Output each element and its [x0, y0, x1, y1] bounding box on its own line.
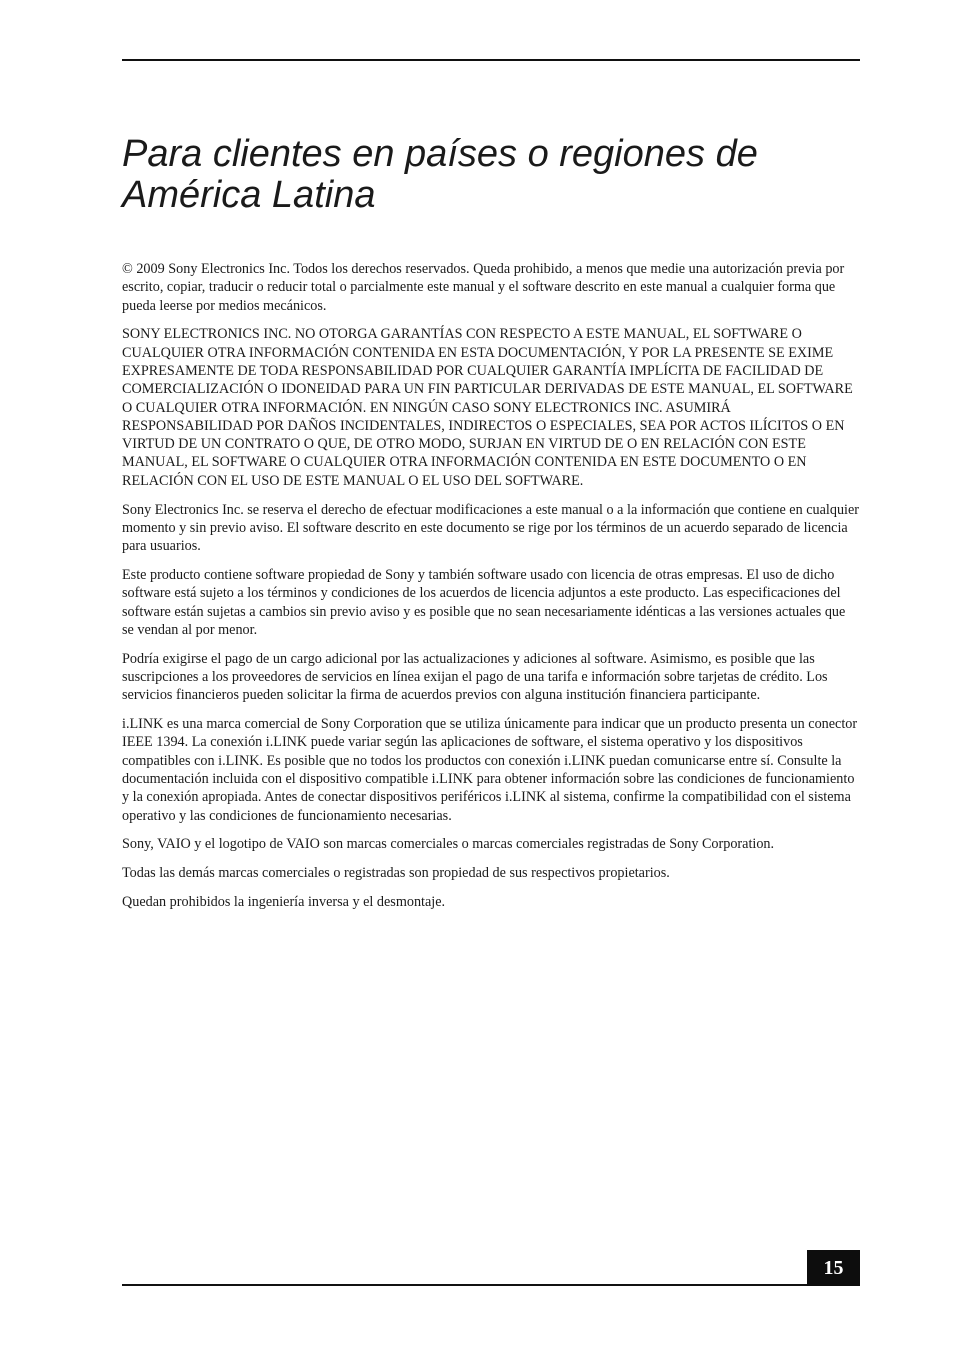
copyright-paragraph: © 2009 Sony Electronics Inc. Todos los derechos reservados. Queda prohibido, a menos que medie una autorización previa por escrito, copiar, traducir o reducir total o parcialmente este manual y el software descrito en este manual a cualquier forma que pueda leerse por medios mecánicos.: [122, 261, 845, 314]
ilink-paragraph: i.LINK es una marca comercial de Sony Corporation que se utiliza únicamente para indicar que un producto presenta un conector IEEE 1394. La conexión i.LINK puede variar según las aplicaciones de software, el sistema operativo y los dispositivos compatibles con i.LINK. Es posible que no todos los productos con conexión i.LINK puedan comunicarse entre sí. Consulte la documentación incluida con el dispositivo compatible i.LINK para obtener información sobre las condiciones de funcionamiento y la conexión apropiada. Antes de conectar dispositivos periféricos i.LINK al sistema, confirme la compatibilidad con el sistema operativo y las condiciones de funcionamiento necesarias.: [122, 716, 858, 824]
third-party-software-paragraph: Este producto contiene software propiedad de Sony y también software usado con licencia de otras empresas. El uso de dicho software está sujeto a los términos y condiciones de los acuerdos de licencia adjuntos a este producto. Las especificaciones del software están sujetas a cambios sin previo aviso y es posible que no sean necesariamente idénticas a las versiones actuales que se vendan al por menor.: [122, 566, 846, 638]
body-text: [122, 260, 860, 922]
page-number: 15: [807, 1250, 860, 1286]
modifications-paragraph: Sony Electronics Inc. se reserva el derecho de efectuar modificaciones a este manual o a la información que contiene en cualquier momento y sin previo aviso. El software descrito en este documento se rige por los términos de un acuerdo separado de licencia para usuarios.: [122, 501, 860, 555]
bottom-rule: [122, 1284, 860, 1286]
other-trademarks-paragraph: Todas las demás marcas comerciales o registradas son propiedad de sus respectivos propietarios.: [122, 865, 670, 882]
top-rule: [122, 59, 860, 61]
additional-charges-paragraph: Podría exigirse el pago de un cargo adicional por las actualizaciones y adiciones al software. Asimismo, es posible que las suscripciones a los proveedores de servicios en línea exijan el pago de una tarifa e información sobre tarjetas de crédito. Los servicios financieros pueden solicitar la firma de acuerdos previos con alguna institución financiera participante.: [122, 650, 828, 704]
page-title-line-1: Para clientes en países o regiones de: [122, 133, 758, 175]
warranty-disclaimer-paragraph: SONY ELECTRONICS INC. NO OTORGA GARANTÍAS CON RESPECTO A ESTE MANUAL, EL SOFTWARE O CUALQUIER OTRA INFORMACIÓN CONTENIDA EN ESTA DOCUMENTACIÓN, Y POR LA PRESENTE SE EXIME EXPRESAMENTE DE TODA RESPONSABILIDAD POR CUALQUIER GARANTÍA IMPLÍCITA DE FACILIDAD DE COMERCIALIZACIÓN O IDONEIDAD PARA UN FIN PARTICULAR DERIVADAS DE ESTE MANUAL, EL SOFTWARE O CUALQUIER OTRA INFORMACIÓN. EN NINGÚN CASO SONY ELECTRONICS INC. ASUMIRÁ RESPONSABILIDAD POR DAÑOS INCIDENTALES, INDIRECTOS O ESPECIALES, SEA POR ACTOS ILÍCITOS O EN VIRTUD DE UN CONTRATO O QUE, DE OTRO MODO, SURJAN EN VIRTUD DE O EN RELACIÓN CON ESTE MANUAL, EL SOFTWARE O CUALQUIER OTRA INFORMACIÓN CONTENIDA EN ESTE DOCUMENTO O EN RELACIÓN CON EL USO DE ESTE MANUAL O EL USO DEL SOFTWARE.: [122, 326, 853, 489]
trademarks-paragraph: Sony, VAIO y el logotipo de VAIO son marcas comerciales o marcas comerciales registradas de Sony Corporation.: [122, 836, 775, 853]
page-title-line-2: América Latina: [122, 174, 376, 216]
page-title: [122, 134, 860, 216]
reverse-engineering-paragraph: Quedan prohibidos la ingeniería inversa y el desmontaje.: [122, 893, 446, 910]
